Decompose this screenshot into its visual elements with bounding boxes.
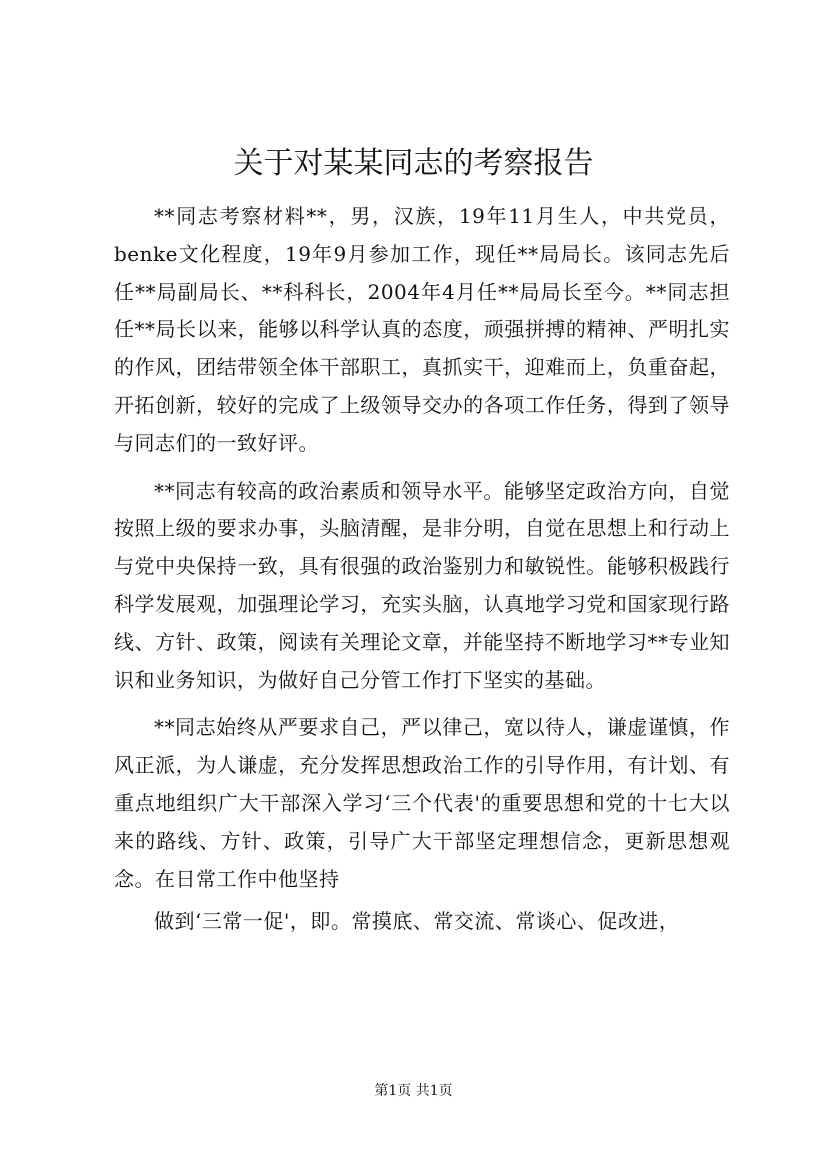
paragraph: 做到‘三常一促'，即。常摸底、常交流、常谈心、促改进， (154, 909, 680, 934)
document-body (114, 198, 730, 941)
page-footer: 第1页 共1页 (374, 1083, 453, 1099)
paragraph: **同志有较高的政治素质和领导水平。能够坚定政治方向，自觉按照上级的要求办事，头脑清醒，是非分明，自觉在思想上和行动上与党中央保持一致，具有很强的政治鉴别力和敏锐性。能够积极践行科学发展观，加强理论学习，充实头脑，认真地学习党和国家现行路线、方针、政策，阅读有关理论文章，并能坚持不断地学习**专业知识和业务知识，为做好自己分管工作打下坚实的基础。 (114, 478, 730, 692)
document-title: 关于对某某同志的考察报告 (233, 146, 594, 181)
paragraph: **同志始终从严要求自己，严以律己，宽以待人，谦虚谨慎，作风正派，为人谦虚，充分发挥思想政治工作的引导作用，有计划、有重点地组织广大干部深入学习‘三个代表'的重要思想和党的十七大以来的路线、方针、政策，引导广大干部坚定理想信念，更新思想观念。在日常工作中他坚持 (114, 715, 730, 891)
paragraph: **同志考察材料**，男，汉族，19年11月生人，中共党员，benke文化程度，19年9月参加工作，现任**局局长。该同志先后任**局副局长、**科科长，2004年4月任**局局长至今。**同志担任**局长以来，能够以科学认真的态度，顽强拼搏的精神、严明扎实的作风，团结带领全体干部职工，真抓实干，迎难而上，负重奋起，开拓创新，较好的完成了上级领导交办的各项工作任务，得到了领导与同志们的一致好评。 (114, 204, 730, 455)
